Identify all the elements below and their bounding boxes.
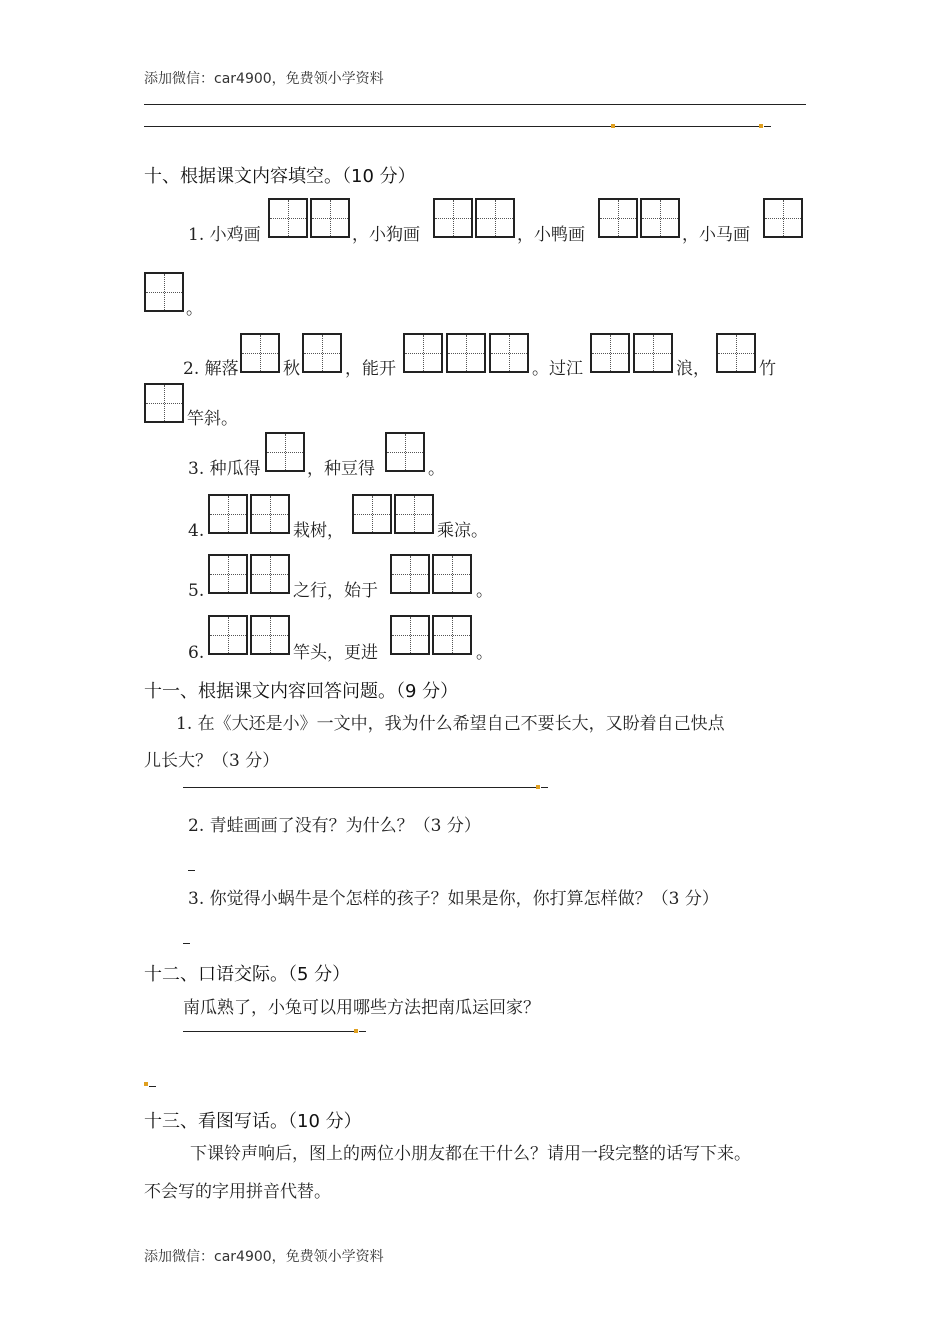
tianzige-box[interactable] xyxy=(310,198,350,238)
q2-text-d: 。过江 xyxy=(532,359,583,379)
tianzige-box[interactable] xyxy=(265,432,305,472)
section-10-title: 十、根据课文内容填空。（10 分） xyxy=(144,166,416,187)
section-13-title: 十三、看图写话。（10 分） xyxy=(144,1111,362,1132)
tianzige-box[interactable] xyxy=(394,494,434,534)
page-header: 添加微信：car4900，免费领小学资料 xyxy=(144,71,384,87)
answer-dash[interactable] xyxy=(149,1086,156,1087)
tianzige-box[interactable] xyxy=(268,198,308,238)
tianzige-box[interactable] xyxy=(250,554,290,594)
tianzige-box[interactable] xyxy=(403,333,443,373)
q2-text-g: 竿斜。 xyxy=(187,409,238,429)
q3-text-c: 。 xyxy=(428,459,445,479)
tianzige-box[interactable] xyxy=(489,333,529,373)
s13-line2: 不会写的字用拼音代替。 xyxy=(144,1182,331,1202)
s12-question: 南瓜熟了，小兔可以用哪些方法把南瓜运回家？ xyxy=(183,998,540,1018)
q4-text-b: 栽树， xyxy=(293,521,344,541)
answer-dash xyxy=(359,1031,366,1032)
q3-text-b: ，种豆得 xyxy=(307,459,375,479)
tianzige-box[interactable] xyxy=(144,383,184,423)
header-rule xyxy=(144,104,806,105)
tianzige-box[interactable] xyxy=(352,494,392,534)
tianzige-box[interactable] xyxy=(208,494,248,534)
q3-text-a: 3. 种瓜得 xyxy=(188,459,261,479)
tianzige-box[interactable] xyxy=(250,494,290,534)
tianzige-box[interactable] xyxy=(446,333,486,373)
tianzige-box[interactable] xyxy=(433,198,473,238)
tianzige-box[interactable] xyxy=(640,198,680,238)
answer-dash[interactable] xyxy=(188,870,195,871)
q2-text-c: ，能开 xyxy=(345,359,396,379)
tianzige-box[interactable] xyxy=(250,615,290,655)
mark-dot xyxy=(144,1082,148,1086)
q4-text-c: 乘凉。 xyxy=(437,521,488,541)
q1-text-e: 。 xyxy=(186,299,203,319)
tianzige-box[interactable] xyxy=(240,333,280,373)
mark-dot xyxy=(354,1029,358,1033)
tianzige-box[interactable] xyxy=(475,198,515,238)
s11-q2: 2. 青蛙画画了没有？为什么？（3 分） xyxy=(188,816,481,836)
tianzige-box[interactable] xyxy=(390,554,430,594)
q2-text-a: 2. 解落 xyxy=(183,359,239,379)
tianzige-box[interactable] xyxy=(590,333,630,373)
tianzige-box[interactable] xyxy=(302,333,342,373)
s11-q1-line2: 儿长大？（3 分） xyxy=(144,751,280,771)
tianzige-box[interactable] xyxy=(208,554,248,594)
q1-text-d: ，小马画 xyxy=(682,225,750,245)
tianzige-box[interactable] xyxy=(432,554,472,594)
q4-text-a: 4. xyxy=(188,521,205,541)
q1-text-a: 1. 小鸡画 xyxy=(188,225,261,245)
answer-dash[interactable] xyxy=(183,943,190,944)
tianzige-box[interactable] xyxy=(763,198,803,238)
q6-text-b: 竿头，更进 xyxy=(293,643,378,663)
q6-text-c: 。 xyxy=(476,643,493,663)
s11-q3: 3. 你觉得小蜗牛是个怎样的孩子？如果是你，你打算怎样做？（3 分） xyxy=(188,889,719,909)
section-12-title: 十二、口语交际。（5 分） xyxy=(144,964,351,985)
q2-text-f: 竹 xyxy=(759,359,776,379)
tianzige-box[interactable] xyxy=(598,198,638,238)
answer-dash xyxy=(541,787,548,788)
mark-dot xyxy=(759,124,763,128)
q2-text-e: 浪， xyxy=(676,359,710,379)
s11-q1-line1: 1. 在《大还是小》一文中，我为什么希望自己不要长大，又盼着自己快点 xyxy=(176,714,725,734)
answer-dash xyxy=(764,126,771,127)
answer-line xyxy=(144,126,612,127)
s13-line1: 下课铃声响后，图上的两位小朋友都在干什么？请用一段完整的话写下来。 xyxy=(190,1144,751,1164)
mark-dot xyxy=(536,785,540,789)
page-footer: 添加微信：car4900，免费领小学资料 xyxy=(144,1249,384,1265)
answer-line[interactable] xyxy=(183,1031,355,1032)
tianzige-box[interactable] xyxy=(144,272,184,312)
tianzige-box[interactable] xyxy=(432,615,472,655)
q2-text-b: 秋 xyxy=(283,359,300,379)
q5-text-c: 。 xyxy=(476,581,493,601)
answer-line[interactable] xyxy=(183,787,537,788)
q5-text-b: 之行，始于 xyxy=(293,581,378,601)
q5-text-a: 5. xyxy=(188,581,205,601)
q6-text-a: 6. xyxy=(188,643,205,663)
tianzige-box[interactable] xyxy=(716,333,756,373)
tianzige-box[interactable] xyxy=(390,615,430,655)
q1-text-b: ，小狗画 xyxy=(352,225,420,245)
tianzige-box[interactable] xyxy=(208,615,248,655)
tianzige-box[interactable] xyxy=(633,333,673,373)
q1-text-c: ，小鸭画 xyxy=(517,225,585,245)
tianzige-box[interactable] xyxy=(385,432,425,472)
section-11-title: 十一、根据课文内容回答问题。（9 分） xyxy=(144,681,459,702)
answer-line xyxy=(615,126,760,127)
